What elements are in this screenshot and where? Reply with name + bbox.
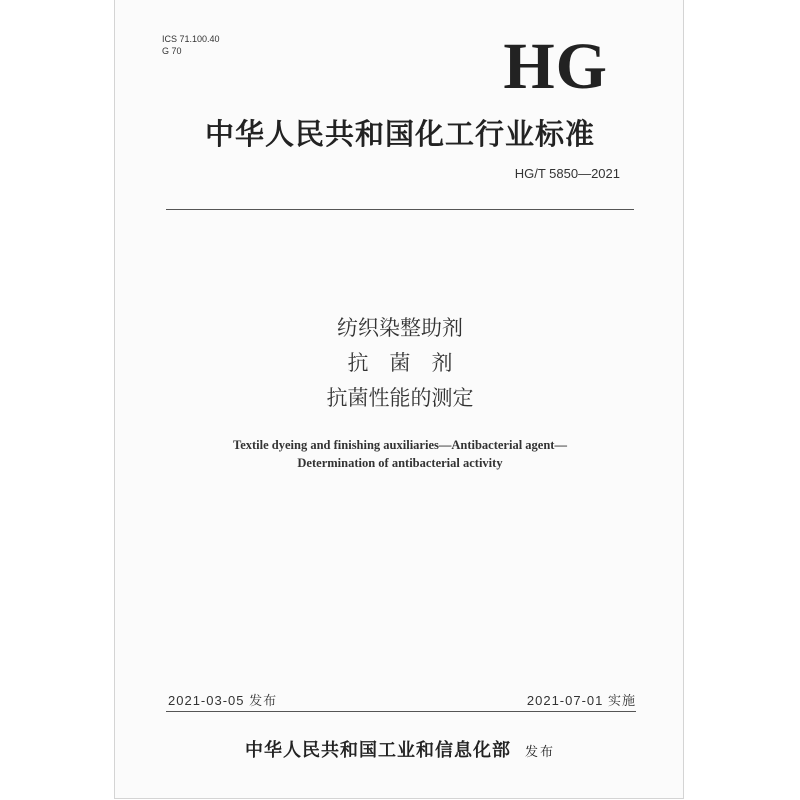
bottom-divider (166, 711, 636, 712)
cn-title-line-3: 抗菌性能的测定 (326, 386, 474, 410)
issuing-authority (0, 736, 800, 762)
standard-number: HG/T 5850—2021 (514, 166, 620, 181)
issuer-suffix: 发布 (524, 745, 555, 760)
en-title-line-1: Textile dyeing and finishing auxiliaries—Antibacterial agent— (233, 438, 567, 452)
implementation-date: 2021-07-01 实施 (526, 693, 636, 708)
hg-logo: HG (503, 30, 608, 103)
ccs-code: G 70 (162, 46, 182, 56)
issuer-name: 中华人民共和国工业和信息化部 (244, 740, 511, 761)
cn-title-line-2: 抗 菌 剂 (347, 351, 453, 375)
standard-category-title: 中华人民共和国化工行业标准 (204, 117, 595, 151)
classification-codes (162, 33, 220, 57)
issue-date: 2021-03-05 发布 (168, 693, 278, 708)
en-title-line-2: Determination of antibacterial activity (297, 456, 503, 470)
cn-title-line-1: 纺织染整助剂 (337, 316, 463, 340)
ics-code: ICS 71.100.40 (162, 34, 220, 44)
top-divider (166, 209, 634, 210)
